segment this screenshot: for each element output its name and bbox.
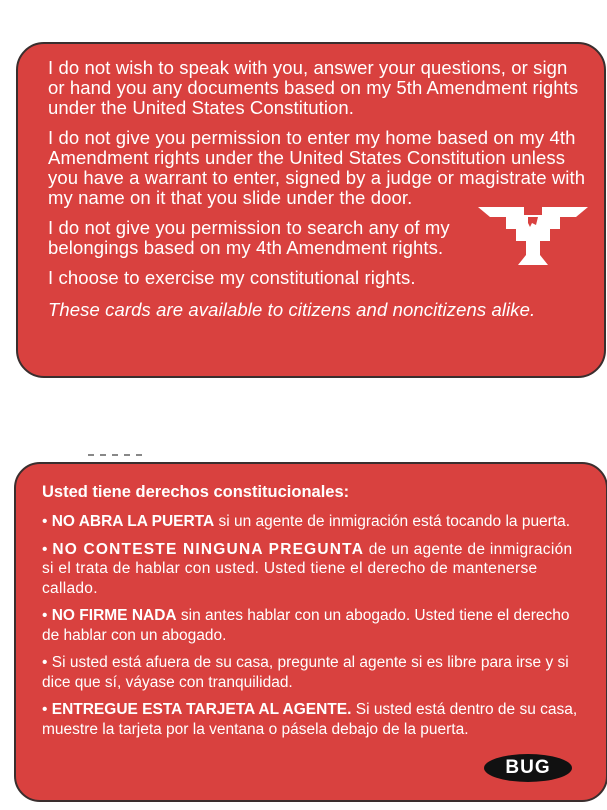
bug-badge: BUG [484, 754, 572, 782]
list-item: • NO ABRA LA PUERTA si un agente de inmigración está tocando la puerta. [42, 513, 571, 530]
list-item: • NO CONTESTE NINGUNA PREGUNTA de un agente de inmigración si el trata de hablar con usted. Usted tiene el derecho de mantenerse callado. [42, 540, 573, 597]
spanish-heading: Usted tiene derechos constitucionales: [42, 483, 350, 501]
spanish-rights-card [14, 462, 607, 802]
fourth-amendment-home-paragraph: I do not give you permission to enter my home based on my 4th Amendment rights under the United States Constitution unless you have a warrant to enter, signed by a judge or magistrate with my name on it that you slide under the door. [48, 127, 586, 208]
fourth-amendment-search-paragraph: I do not give you permission to search any of my belongings based on my 4th Amendment rights. [48, 217, 450, 258]
fifth-amendment-paragraph: I do not wish to speak with you, answer your questions, or sign or hand you any documents based on my 5th Amendment rights under the United States Constitution. [48, 57, 579, 118]
list-item: • ENTREGUE ESTA TARJETA AL AGENTE. Si usted está dentro de su casa, muestre la tarjeta por la ventana o pásela debajo de la puerta. [42, 701, 578, 738]
exercise-rights-paragraph: I choose to exercise my constitutional rights. [48, 267, 416, 288]
list-item: • Si usted está afuera de su casa, pregunte al agente si es libre para irse y si dice que sí, váyase con tranquilidad. [42, 654, 569, 691]
list-item: • NO FIRME NADA sin antes hablar con un abogado. Usted tiene el derecho de hablar con un abogado. [42, 607, 570, 644]
separator-mark [88, 454, 144, 456]
ufw-eagle-icon [478, 205, 588, 275]
availability-note: These cards are available to citizens and noncitizens alike. [48, 299, 536, 320]
